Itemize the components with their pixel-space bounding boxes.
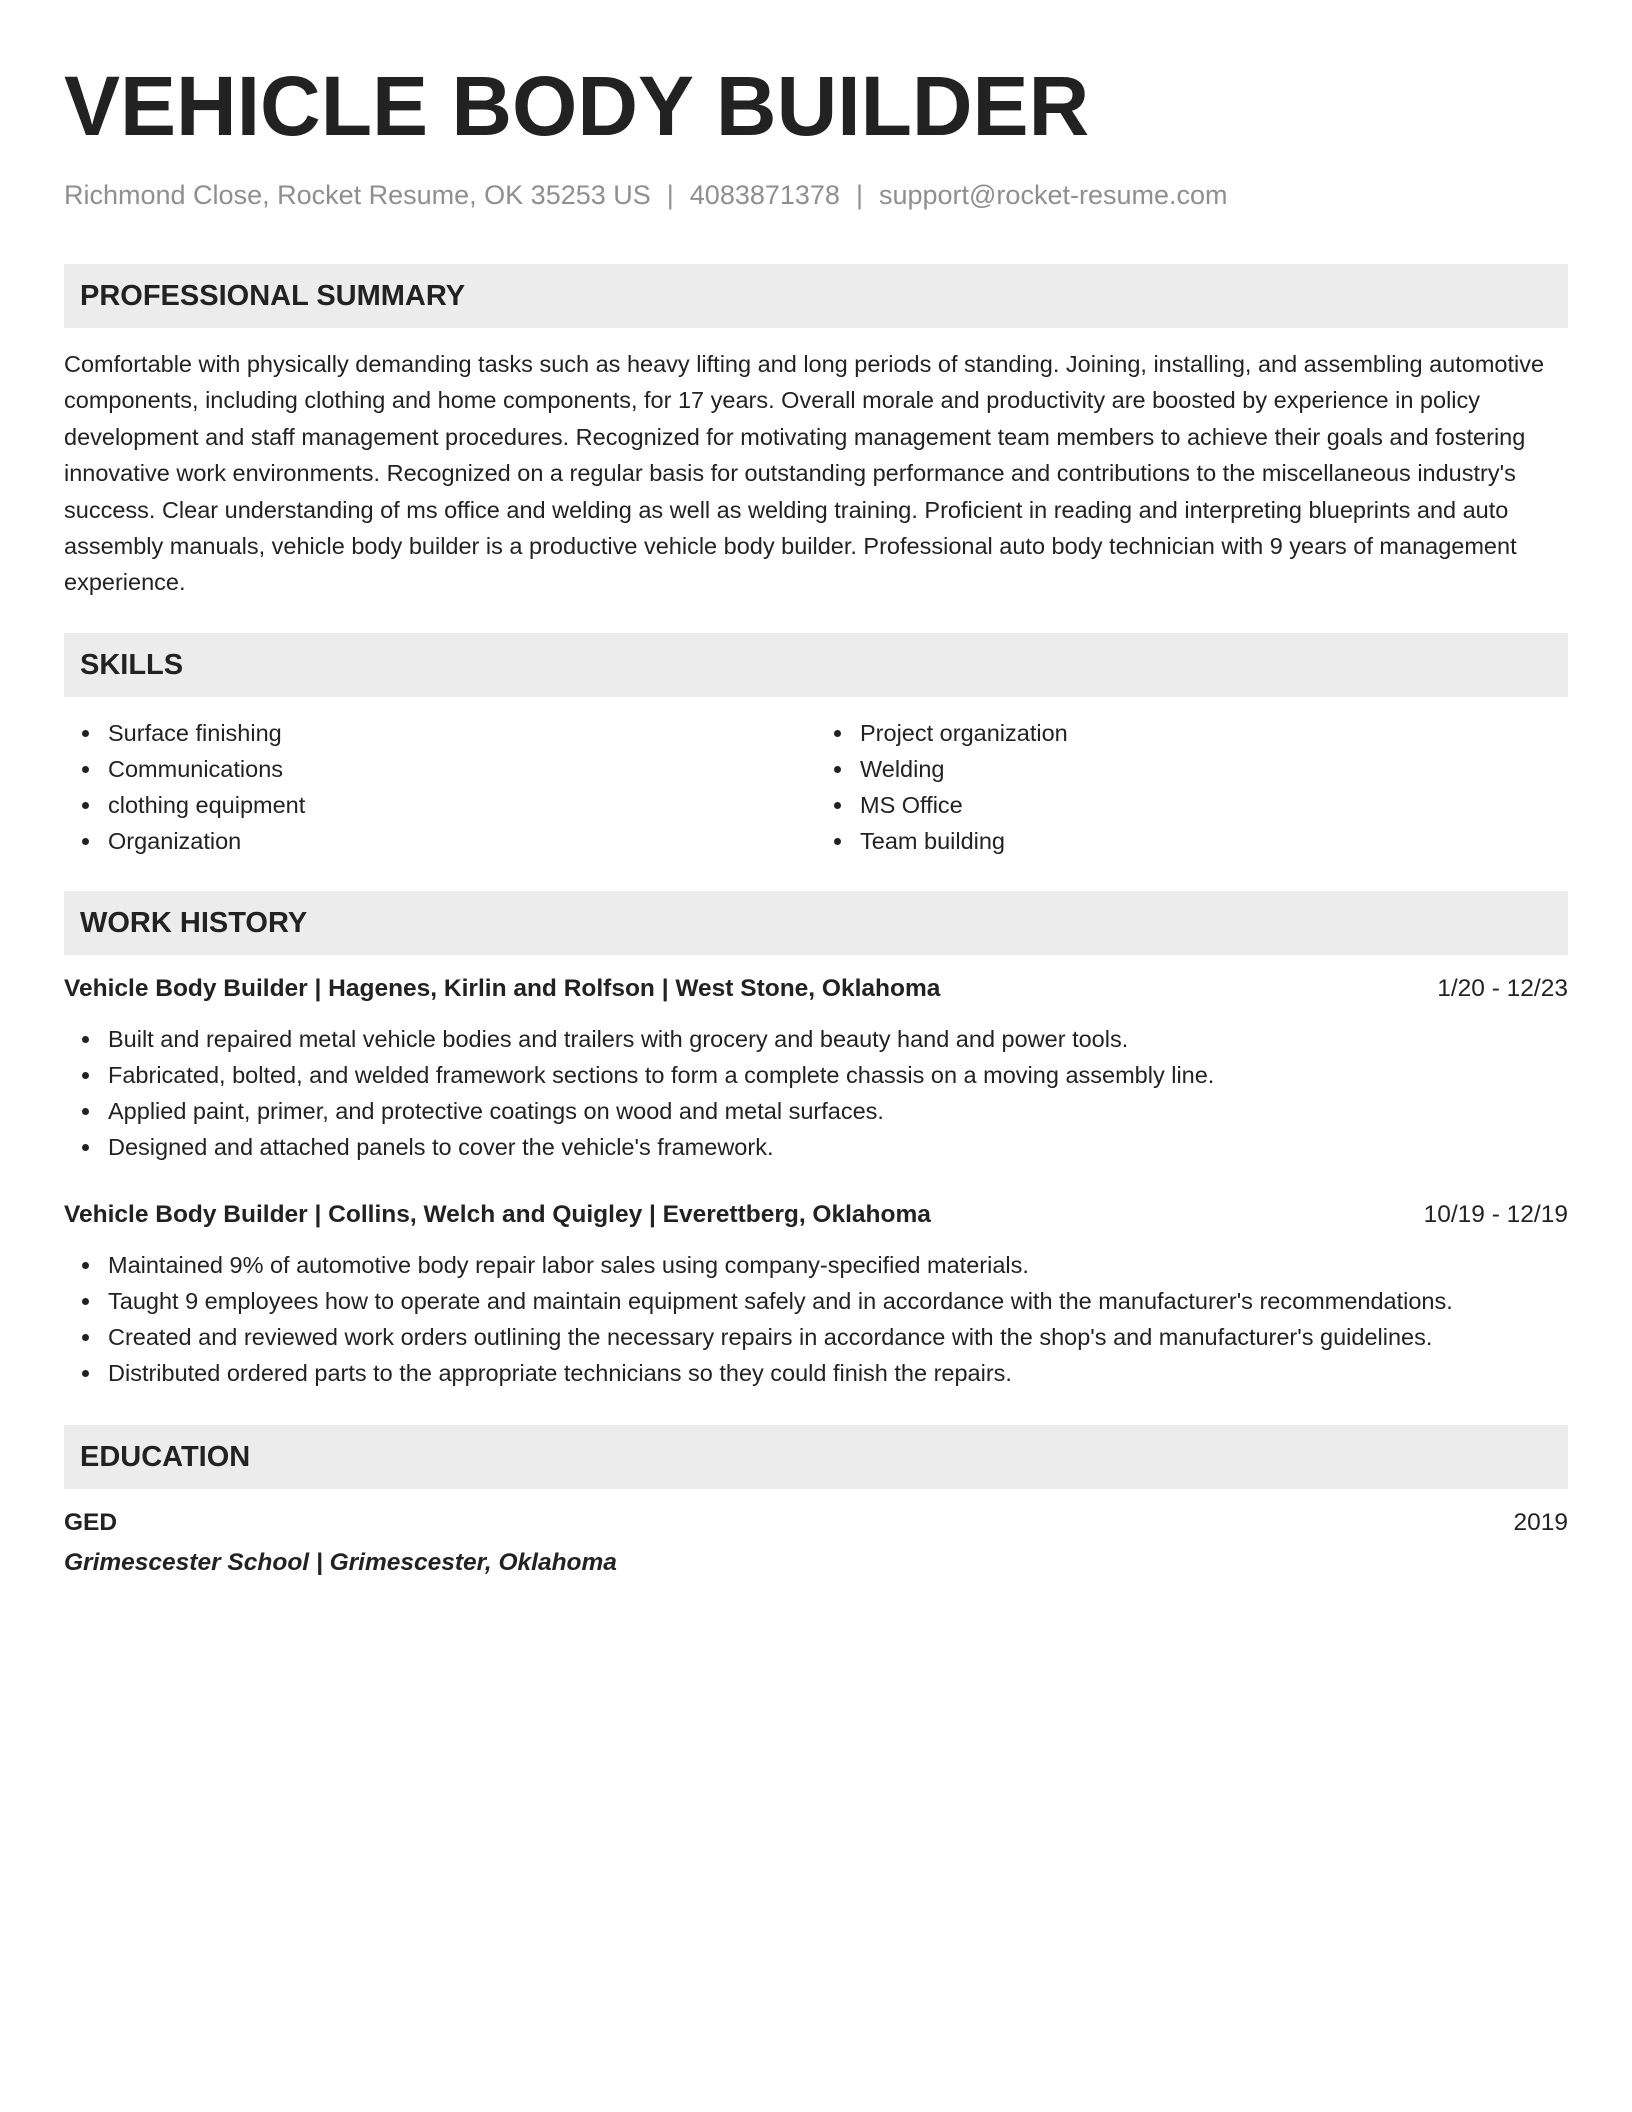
skills-column-right: [816, 715, 1568, 859]
job-bullet: Maintained 9% of automotive body repair labor sales using company-specified materials.: [108, 1247, 1568, 1283]
summary-section-header: PROFESSIONAL SUMMARY: [64, 264, 1568, 328]
job-entry: [64, 1197, 1568, 1391]
education-year: 2019: [1513, 1508, 1568, 1536]
job-bullets: [64, 1021, 1568, 1165]
job-dates: 10/19 - 12/19: [1423, 1200, 1568, 1228]
education-degree: GED: [64, 1508, 118, 1536]
job-bullet: Taught 9 employees how to operate and maintain equipment safely and in accordance with the manufacturer's recommendations.: [108, 1283, 1568, 1319]
skill-item: Surface finishing: [108, 715, 816, 751]
job-title: Vehicle Body Builder | Hagenes, Kirlin and Rolfson | West Stone, Oklahoma: [64, 974, 941, 1002]
education-school: Grimescester School | Grimescester, Oklahoma: [64, 1548, 617, 1576]
skill-item: Organization: [108, 823, 816, 859]
job-entry: [64, 971, 1568, 1165]
resume-page: [64, 56, 1568, 1581]
skill-item: Welding: [860, 751, 1568, 787]
skill-item: Communications: [108, 751, 816, 787]
skills-column-left: [64, 715, 816, 859]
skill-item: clothing equipment: [108, 787, 816, 823]
job-bullet: Applied paint, primer, and protective coatings on wood and metal surfaces.: [108, 1093, 1568, 1129]
contact-separator: |: [855, 180, 863, 210]
work-history-section-header: WORK HISTORY: [64, 891, 1568, 955]
job-dates: 1/20 - 12/23: [1437, 974, 1568, 1002]
education-section-header: EDUCATION: [64, 1425, 1568, 1489]
contact-line: [64, 178, 1568, 212]
resume-name: VEHICLE BODY BUILDER: [64, 59, 1090, 153]
skill-item: Team building: [860, 823, 1568, 859]
job-bullet: Built and repaired metal vehicle bodies and trailers with grocery and beauty hand and power tools.: [108, 1021, 1568, 1057]
skill-item: MS Office: [860, 787, 1568, 823]
contact-email: support@rocket-resume.com: [878, 180, 1228, 210]
summary-text: Comfortable with physically demanding tasks such as heavy lifting and long periods of standing. Joining, installing, and assembling automotive components, including clothing and home components, for 17 years. Overall morale and productivity are boosted by experience in policy development and staff management procedures. Recognized for motivating management team members to achieve their goals and fostering innovative work environments. Recognized on a regular basis for outstanding performance and contributions to the miscellaneous industry's success. Clear understanding of ms office and welding as well as welding training. Proficient in reading and interpreting blueprints and auto assembly manuals, vehicle body builder is a productive vehicle body builder. Professional auto body technician with 9 years of management experience.: [64, 351, 1545, 596]
skills-section-header: SKILLS: [64, 633, 1568, 697]
education-heading-row: [64, 1505, 1568, 1541]
job-heading-row: [64, 971, 1568, 1007]
job-bullets: [64, 1247, 1568, 1391]
job-heading-row: [64, 1197, 1568, 1233]
contact-separator: |: [666, 180, 674, 210]
job-bullet: Fabricated, bolted, and welded framework sections to form a complete chassis on a moving assembly line.: [108, 1057, 1568, 1093]
contact-phone: 4083871378: [689, 180, 840, 210]
job-bullet: Distributed ordered parts to the appropriate technicians so they could finish the repairs.: [108, 1355, 1568, 1391]
skill-item: Project organization: [860, 715, 1568, 751]
skills-list: [64, 715, 1568, 859]
job-bullet: Designed and attached panels to cover the vehicle's framework.: [108, 1129, 1568, 1165]
contact-address: Richmond Close, Rocket Resume, OK 35253 US: [64, 180, 651, 210]
job-title: Vehicle Body Builder | Collins, Welch and Quigley | Everettberg, Oklahoma: [64, 1200, 931, 1228]
job-bullet: Created and reviewed work orders outlining the necessary repairs in accordance with the shop's and manufacturer's guidelines.: [108, 1319, 1568, 1355]
